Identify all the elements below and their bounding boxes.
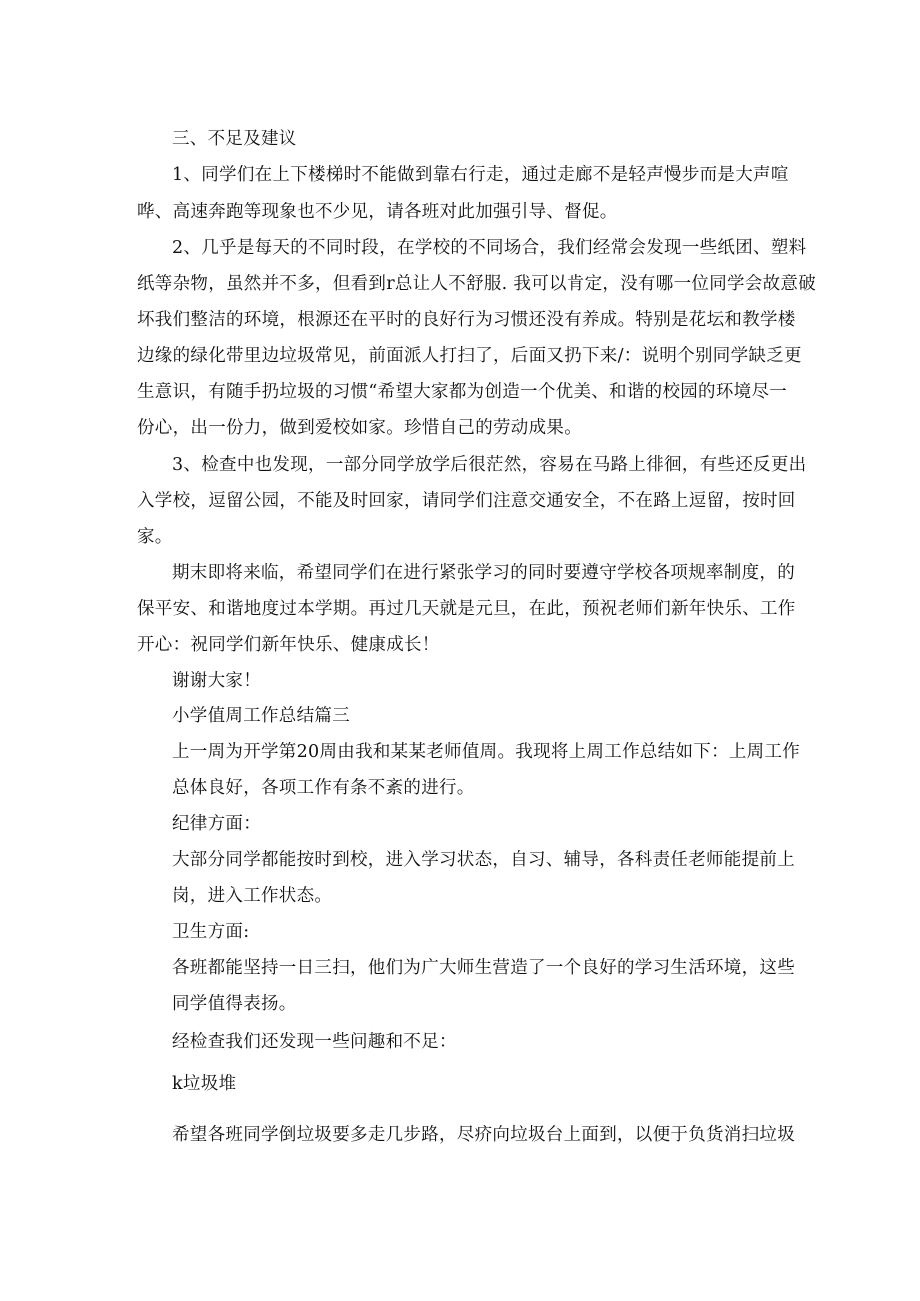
issue1-heading: k垃圾堆 [172,1074,237,1094]
section-title: 三、不足及建议 [172,129,297,149]
closing-line2: 保平安、和谐地度过本学期。再过几天就是元旦，在此，预祝老师们新年快乐、工作 [137,599,796,619]
thanks-line: 谢谢大家！ [172,671,261,691]
item3-line1: 3、检查中也发现，一部分同学放学后很茫然，容易在马路上徘徊，有些还反更出 [172,455,807,475]
hygiene-body-line2: 同学值得表扬。 [172,994,297,1014]
item1-line1: 1、同学们在上下楼梯时不能做到靠右行走，通过走廊不是轻声慢步而是大声喧 [172,165,789,185]
item3-line3: 家。 [137,527,173,547]
issue1-body: 希望各班同学倒垃圾要多走几步路，尽疥向垃圾台上面到，以便于负货消扫垃圾 [172,1125,795,1145]
item2-line5: 生意识，有随手扔垃圾的习惯“希望大家都为创造一个优美、和谐的校园的环境尽一 [137,382,788,402]
part3-intro-line2: 总体良好，各项工作有条不紊的进行。 [172,778,475,798]
item3-line2: 入学校，逗留公园，不能及时回家，请同学们注意交通安全，不在路上逗留，按时回 [137,491,796,511]
discipline-body-line2: 岗，进入工作状态。 [172,886,333,906]
issues-intro: 经检查我们还发现一些问趣和不足： [172,1032,457,1052]
item2-line2: 纸等杂物，虽然并不多，但看到r总让人不舒服. 我可以肯定，没有哪一位同学会故意破 [137,274,816,294]
closing-line3: 开心：祝同学们新年快乐、健康成长！ [137,635,440,655]
item1-line2: 哗、高速奔跑等现象也不少见，请各班对此加强引导、督促。 [137,202,618,222]
item2-line6: 份心，出一份力，做到爱校如家。珍惜自己的劳动成果。 [137,418,582,438]
discipline-body-line1: 大部分同学都能按时到校，进入学习状态，自习、辅导，各科责任老师能提前上 [172,850,795,870]
hygiene-heading: 卫生方面: [172,922,250,942]
item2-line1: 2、几乎是每天的不同时段，在学校的不同场合，我们经常会发现一些纸团、塑料 [172,238,807,258]
discipline-heading: 纪律方面： [172,814,261,834]
closing-line1: 期末即将来临，希望同学们在进行紧张学习的同时要遵守学校各项规率制度，的 [172,563,795,583]
item2-line4: 边缘的绿化带里边垃圾常见，前面派人打扫了，后面又扔下来/：说明个别同学缺乏更 [137,346,802,366]
part3-title: 小学值周工作总结篇三 [172,706,350,726]
hygiene-body-line1: 各班都能坚持一日三扫，他们为广大师生营造了一个良好的学习生活环境，这些 [172,958,795,978]
item2-line3: 坏我们整洁的环境，根源还在平时的良好行为习惯还没有养成。特别是花坛和教学楼 [137,310,796,330]
part3-intro-line1: 上一周为开学第20周由我和某某老师值周。我现将上周工作总结如下：上周工作 [172,742,801,762]
